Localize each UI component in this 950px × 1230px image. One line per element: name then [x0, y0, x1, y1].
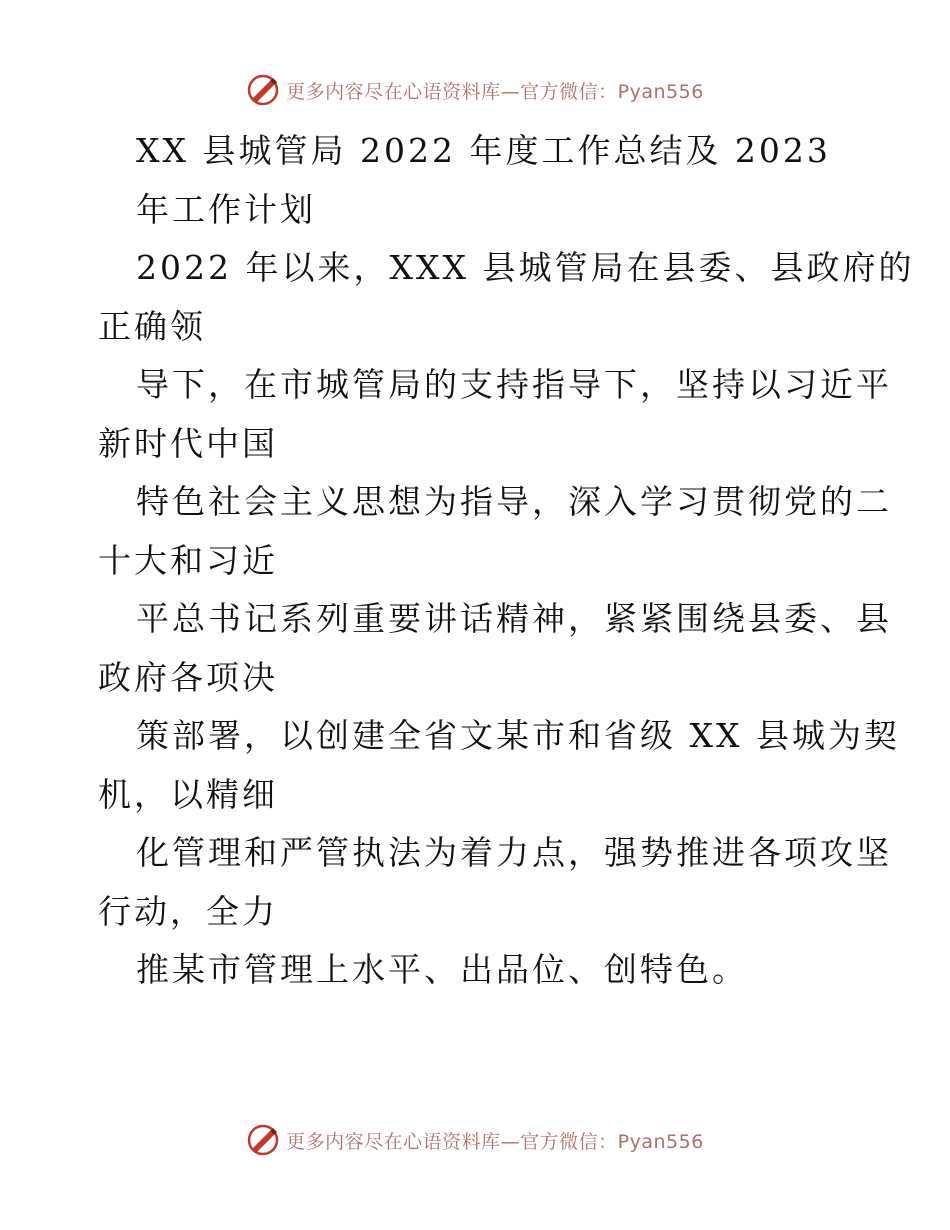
text-line: 策部署，以创建全省文某市和省级 XX 县城为契 [136, 716, 900, 755]
text-line: 正确领 [98, 306, 206, 346]
watermark-header [0, 72, 950, 108]
watermark-text: 更多内容尽在心语资料库—官方微信：Pyan556 [286, 1130, 704, 1153]
text-line: 2022 年以来，XXX 县城管局在县委、县政府的 [136, 248, 915, 287]
text-line: 新时代中国 [98, 423, 278, 463]
text-line: 机，以精细 [98, 774, 278, 814]
pen-logo-icon [246, 73, 280, 107]
text-line: 平总书记系列重要讲话精神，紧紧围绕县委、县 [136, 599, 892, 638]
text-line: XX 县城管局 2022 年度工作总结及 2023 [136, 131, 831, 170]
text-line: 特色社会主义思想为指导，深入学习贯彻党的二 [136, 482, 892, 521]
document-body [98, 122, 915, 1000]
pen-logo-icon [246, 1123, 280, 1157]
text-line: 十大和习近 [98, 540, 278, 580]
watermark-text: 更多内容尽在心语资料库—官方微信：Pyan556 [286, 80, 704, 103]
text-line: 政府各项决 [98, 657, 278, 697]
text-line: 推某市管理上水平、出品位、创特色。 [136, 950, 748, 989]
text-line: 年工作计划 [136, 189, 316, 229]
watermark-footer [0, 1122, 950, 1158]
text-line: 行动，全力 [98, 891, 278, 931]
text-line: 化管理和严管执法为着力点，强势推进各项攻坚 [136, 833, 892, 872]
text-line: 导下，在市城管局的支持指导下，坚持以习近平 [136, 365, 892, 404]
